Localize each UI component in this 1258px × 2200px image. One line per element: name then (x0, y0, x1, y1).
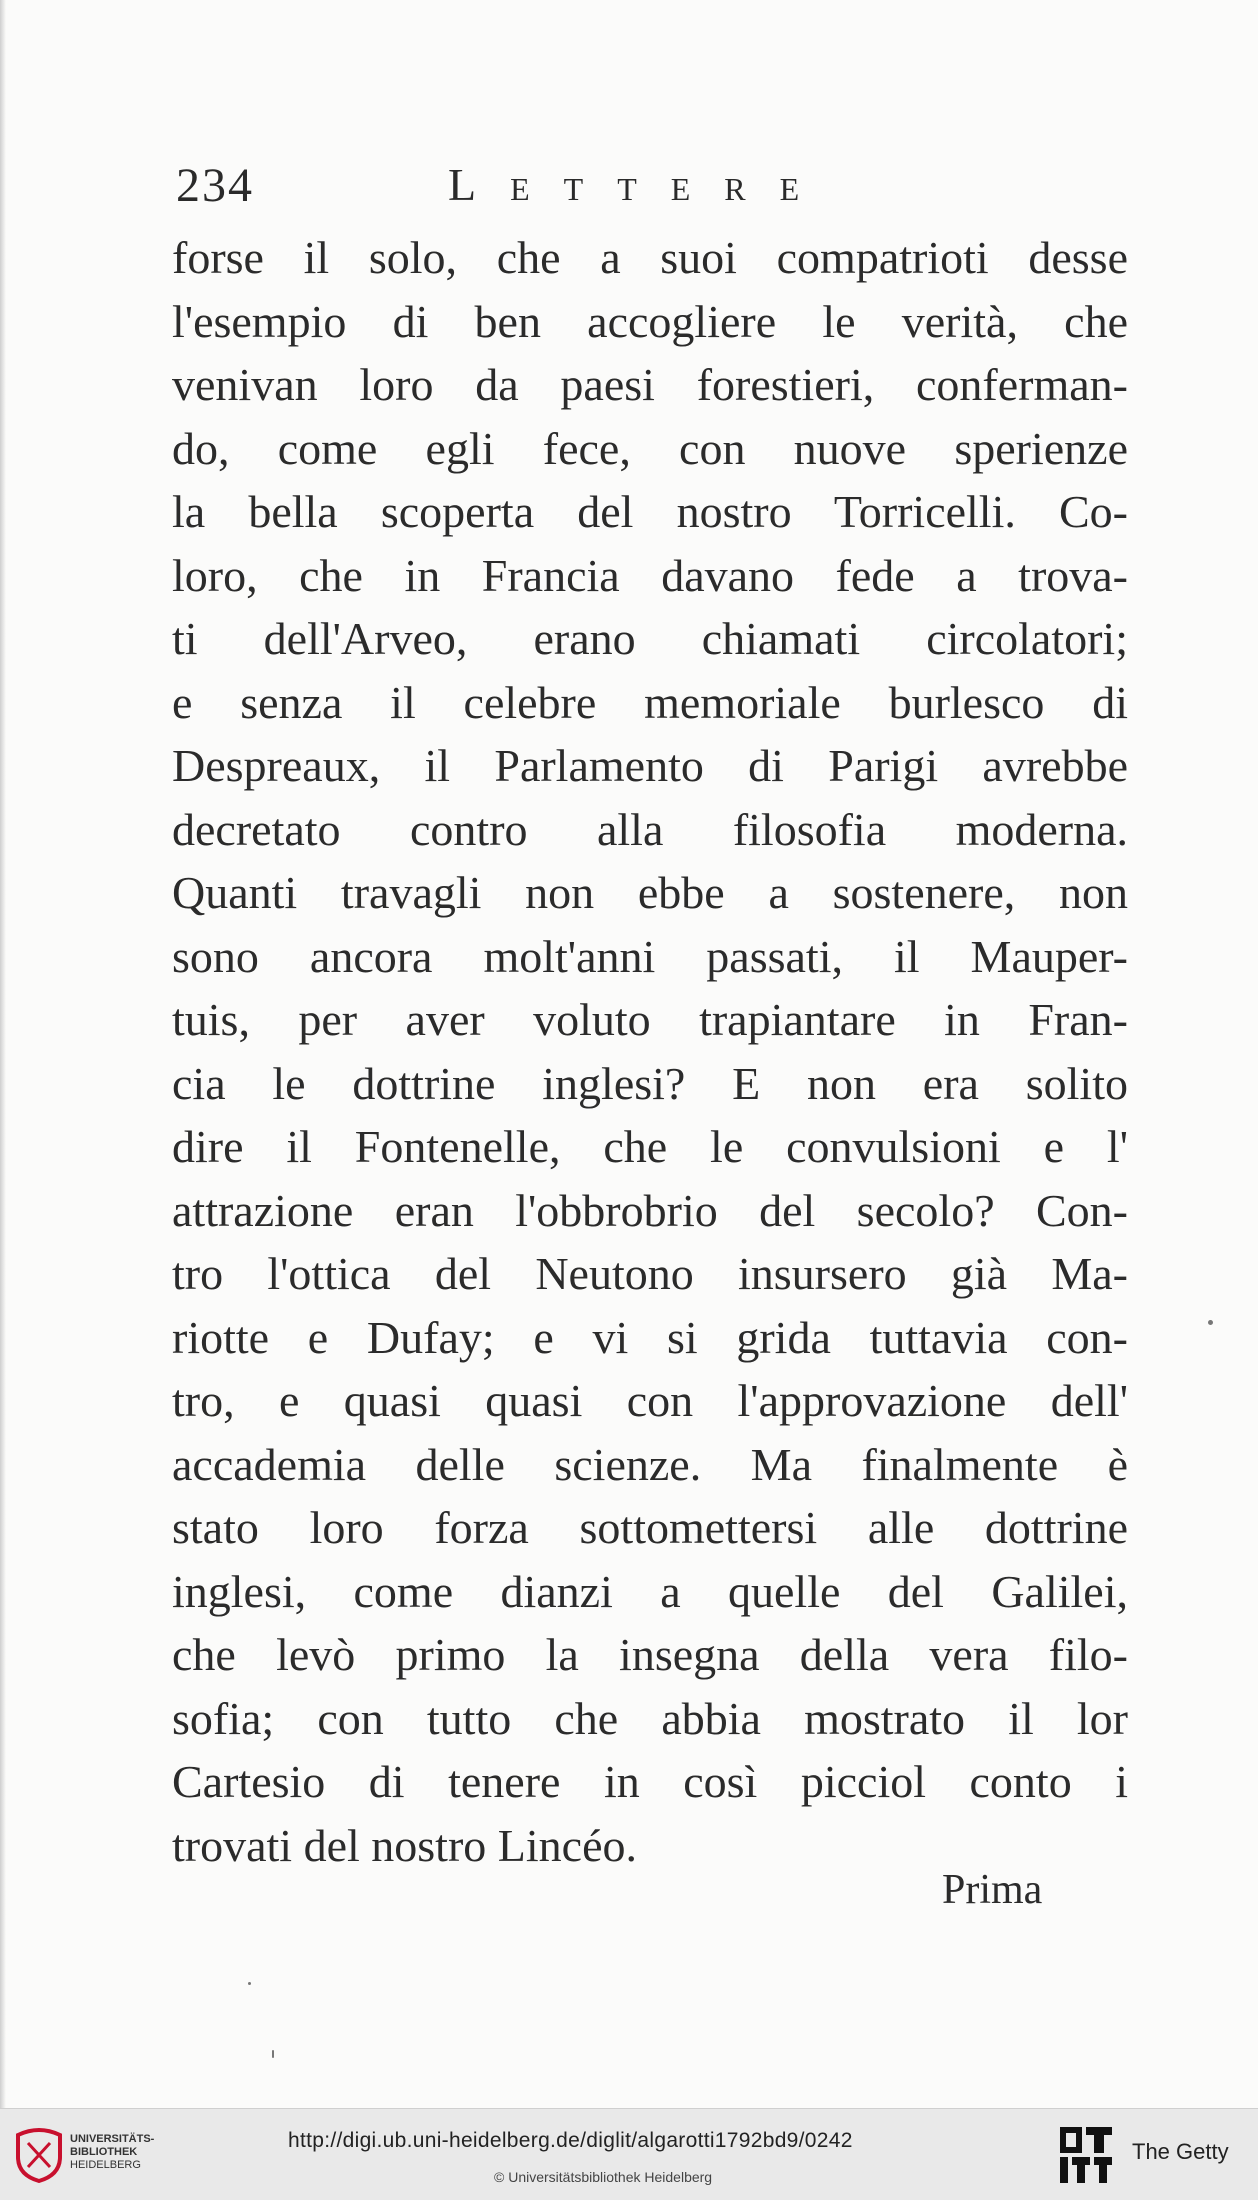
running-head (176, 158, 1136, 218)
text-line: la bella scoperta del nostro Torricelli. Co- (172, 486, 1128, 537)
paper-speck (248, 1982, 251, 1985)
text-line: Cartesio di tenere in così picciol conto i (172, 1756, 1128, 1807)
text-line: riotte e Dufay; e vi si grida tuttavia con- (172, 1311, 1128, 1363)
text-line: l'esempio di ben accogliere le verità, che (172, 295, 1128, 347)
paper-speck (272, 2050, 274, 2058)
text-line: do, come egli fece, con nuove sperienze (172, 422, 1128, 474)
text-line: e senza il celebre memoriale burlesco di (172, 676, 1128, 728)
getty-label[interactable]: The Getty (1132, 2139, 1229, 2164)
text-line: stato loro forza sottomettersi alle dottrine (172, 1502, 1128, 1553)
viewer-footer (0, 2108, 1258, 2200)
body-text (172, 226, 1128, 1877)
running-title: Lettere (448, 159, 834, 210)
catchword: Prima (942, 1867, 1043, 1913)
library-name (70, 2133, 154, 2172)
getty-logo-icon[interactable] (1058, 2125, 1114, 2185)
source-url-link[interactable]: http://digi.ub.uni-heidelberg.de/diglit/algarotti1792bd9/0242 (288, 2129, 853, 2152)
page-edge-shadow (0, 0, 6, 2108)
text-line: dire il Fontenelle, che le convulsioni e l' (172, 1121, 1128, 1172)
paper-speck (1208, 1320, 1213, 1325)
page-number: 234 (176, 159, 254, 212)
text-line: tro, e quasi quasi con l'approvazione dell' (172, 1375, 1128, 1426)
text-line: trovati del nostro Lincéo. (172, 1819, 637, 1871)
library-name-line: BIBLIOTHEK (70, 2146, 138, 2158)
library-name-line: UNIVERSITÄTS- (70, 2133, 155, 2145)
text-line: venivan loro da paesi forestieri, conferman- (172, 359, 1128, 410)
text-line: loro, che in Francia davano fede a trova- (172, 549, 1128, 601)
text-line: tro l'ottica del Neutono insursero già Ma- (172, 1248, 1128, 1299)
text-line: ti dell'Arveo, erano chiamati circolatori; (172, 613, 1128, 664)
text-line: attrazione eran l'obbrobrio del secolo? Con- (172, 1184, 1128, 1236)
text-line: forse il solo, che a suoi compatrioti desse (172, 232, 1128, 283)
text-line: cia le dottrine inglesi? E non era solito (172, 1057, 1128, 1109)
library-name-line: HEIDELBERG (70, 2159, 141, 2171)
text-line: che levò primo la insegna della vera filo- (172, 1629, 1128, 1680)
copyright-notice: © Universitätsbibliothek Heidelberg (494, 2169, 713, 2185)
text-line: sono ancora molt'anni passati, il Mauper- (172, 930, 1128, 982)
text-line: sofia; con tutto che abbia mostrato il lor (172, 1692, 1128, 1744)
university-library-logo[interactable] (12, 2123, 172, 2187)
text-line: decretato contro alla filosofia moderna. (172, 803, 1128, 855)
text-line: accademia delle scienze. Ma finalmente è (172, 1438, 1128, 1490)
text-line: Despreaux, il Parlamento di Parigi avrebbe (172, 740, 1128, 791)
text-line: Quanti travagli non ebbe a sostenere, non (172, 867, 1128, 918)
heidelberg-seal-icon (12, 2127, 66, 2183)
text-line: inglesi, come dianzi a quelle del Galilei, (172, 1565, 1128, 1617)
text-line: tuis, per aver voluto trapiantare in Fran- (172, 994, 1128, 1045)
